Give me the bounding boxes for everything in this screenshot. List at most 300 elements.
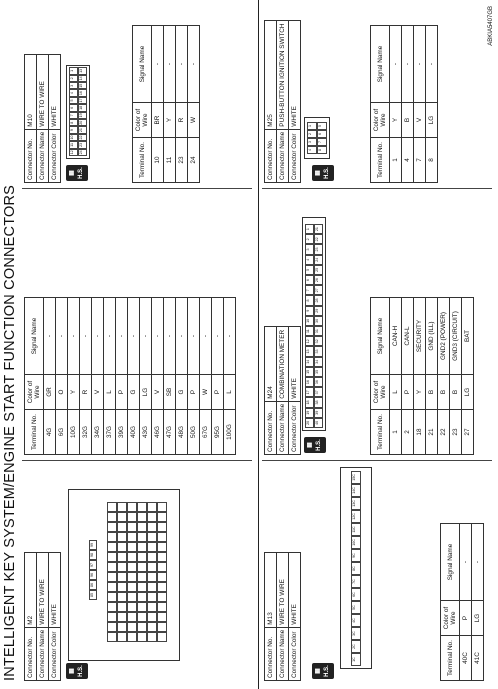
pin-cell: 2: [69, 75, 78, 82]
terminal-cell: 46G: [152, 410, 164, 455]
signal-cell: -: [80, 298, 92, 375]
wire-color-cell: P: [460, 601, 472, 636]
connector-no: M13: [265, 552, 277, 627]
column-header: Signal Name: [25, 298, 44, 375]
pin-cell: 22: [78, 134, 87, 141]
pin-slot: [147, 612, 157, 622]
pin-slot: [107, 612, 117, 622]
pin-cell: 13: [78, 67, 87, 74]
signal-cell: -: [152, 26, 164, 103]
signal-cell: -: [116, 298, 128, 375]
table-row: [414, 298, 426, 455]
column-header: Terminal No.: [371, 138, 390, 183]
wire-color-cell: R: [80, 375, 92, 410]
terminal-cell: 21: [426, 410, 438, 455]
pin-slot: [137, 622, 147, 632]
pin-cell: 7C: [351, 575, 361, 588]
pin-cell: 32: [314, 336, 323, 346]
pin-cell: 34: [314, 357, 323, 367]
connector-name: WIRE TO WIRE: [37, 552, 49, 627]
wire-color-cell: L: [390, 375, 402, 410]
pin-cell: 7: [317, 138, 327, 146]
pin-slot: [147, 502, 157, 512]
m2-connector-face: [68, 489, 180, 661]
pin-cell: 8: [305, 295, 314, 305]
pin-cell: 39: [314, 408, 323, 418]
connector-name: PUSH-BUTTON IGNITION SWITCH: [277, 21, 289, 129]
pin-slot: [107, 512, 117, 522]
pin-cell: 3: [305, 244, 314, 254]
terminal-cell: 67G: [200, 410, 212, 455]
pin-cell: 6C: [351, 588, 361, 601]
column-header: Color of Wire: [371, 103, 390, 138]
pin-slot: [127, 582, 137, 592]
pin-cell: 23: [314, 244, 323, 254]
pin-cell: 8C: [351, 562, 361, 575]
pin-cell: 5: [317, 122, 327, 130]
pin-cell: 2: [305, 234, 314, 244]
connector-color: WHITE: [289, 552, 301, 627]
info-key: Connector No.: [265, 129, 277, 182]
wire-color-cell: B: [402, 103, 414, 138]
signal-cell: -: [176, 298, 188, 375]
connector-name: WIRE TO WIRE: [277, 552, 289, 627]
pin-slot: [147, 622, 157, 632]
pin-cell: 28: [314, 295, 323, 305]
pin-slot: [157, 632, 167, 642]
info-key: Connector Color: [289, 401, 301, 454]
signal-cell: BAT: [462, 298, 474, 375]
connector-info-m2: [24, 552, 61, 681]
terminal-cell: 24: [188, 138, 200, 183]
info-key: Connector Name: [37, 129, 49, 182]
table-row: [152, 26, 164, 183]
figure-code: ABKIA5407GB: [488, 6, 494, 46]
table-row: [390, 298, 402, 455]
table-row: [472, 524, 484, 681]
connector-info-m10: [24, 54, 61, 183]
table-row: [164, 26, 176, 183]
wire-color-cell: P: [212, 375, 224, 410]
pin-cell: 4: [307, 146, 317, 154]
info-key: Connector Name: [277, 627, 289, 680]
pin-slot: [157, 532, 167, 542]
pin-cell: 20: [78, 119, 87, 126]
terminal-cell: 27: [462, 410, 474, 455]
pin-cell: 3C: [351, 627, 361, 640]
signal-cell: -: [426, 26, 438, 103]
pin-cell: 36: [314, 377, 323, 387]
pin-slot: [157, 582, 167, 592]
wire-color-cell: Y: [68, 375, 80, 410]
pin-cell: 11: [305, 326, 314, 336]
pin-cell: 14: [78, 75, 87, 82]
wire-color-cell: SB: [164, 375, 176, 410]
pin-slot: [147, 512, 157, 522]
pin-cell: 38: [314, 397, 323, 407]
column-header: Terminal No.: [25, 410, 44, 455]
info-key: Connector No.: [25, 129, 37, 182]
table-row: [176, 26, 188, 183]
connector-info-m24: [264, 326, 301, 455]
connector-no: M24: [265, 326, 277, 401]
wire-color-cell: Y: [414, 375, 426, 410]
pin-cell: 8: [317, 146, 327, 154]
pin-slot: [117, 592, 127, 602]
pin-slot: [157, 572, 167, 582]
pin-slot: [127, 612, 137, 622]
wire-color-cell: P: [188, 375, 200, 410]
pin-slot: [137, 552, 147, 562]
pin-cell: 29: [314, 306, 323, 316]
table-row: [188, 298, 200, 455]
terminal-cell: 23: [450, 410, 462, 455]
pin-cell: 19: [305, 408, 314, 418]
pin-slot: [147, 552, 157, 562]
pin-cell: 37: [314, 387, 323, 397]
pin-cell: 24: [78, 149, 87, 156]
terminal-cell: 1: [390, 410, 402, 455]
wire-color-cell: LG: [472, 601, 484, 636]
pin-table-m2: [24, 297, 236, 455]
signal-cell: -: [140, 298, 152, 375]
column-header: Color of Wire: [25, 375, 44, 410]
pin-cell: 7: [305, 285, 314, 295]
terminal-cell: 4: [402, 138, 414, 183]
signal-cell: CAN-H: [390, 298, 402, 375]
signal-cell: GND (ILL): [426, 298, 438, 375]
pin-cell: 26: [314, 275, 323, 285]
wire-color-cell: LG: [140, 375, 152, 410]
wire-color-cell: W: [188, 103, 200, 138]
pin-cell: 3: [307, 138, 317, 146]
m24-connector-face: [302, 217, 326, 431]
column-divider: [22, 188, 252, 189]
wire-color-cell: V: [414, 103, 426, 138]
hs-icon: ▦ H.S.: [304, 437, 326, 453]
pin-cell: 7: [69, 112, 78, 119]
wire-color-cell: G: [176, 375, 188, 410]
pin-slot: [127, 552, 137, 562]
pin-slot: [137, 532, 147, 542]
pin-table-m10: [132, 25, 200, 183]
pin-cell: 11C: [351, 523, 361, 536]
pin-slot: [147, 632, 157, 642]
terminal-cell: 34G: [92, 410, 104, 455]
signal-cell: -: [472, 524, 484, 601]
table-row: [104, 298, 116, 455]
pin-slot: [137, 512, 147, 522]
table-row: [402, 26, 414, 183]
connector-info-m13: [264, 552, 301, 681]
pin-slot: [157, 522, 167, 532]
pin-cell: 10: [69, 134, 78, 141]
pin-cell: 6: [317, 130, 327, 138]
pin-slot: [117, 632, 127, 642]
pin-cell: 9C: [351, 549, 361, 562]
table-row: [438, 298, 450, 455]
info-key: Connector Color: [49, 129, 61, 182]
connector-name: COMBINATION METER: [277, 326, 289, 401]
pin-slot: [107, 632, 117, 642]
pin-slot: [147, 602, 157, 612]
pin-slot: [107, 502, 117, 512]
pin-cell: 2C: [351, 640, 361, 653]
info-key: Connector Name: [277, 129, 289, 182]
signal-cell: SECURITY: [414, 298, 426, 375]
signal-cell: -: [176, 26, 188, 103]
column-header: Color of Wire: [441, 601, 460, 636]
pin-slot: [107, 572, 117, 582]
pin-slot: [127, 602, 137, 612]
pin-slot: [117, 572, 127, 582]
column-divider: [262, 460, 492, 461]
signal-cell: -: [188, 26, 200, 103]
pin-cell: 5: [305, 265, 314, 275]
pin-slot: [117, 542, 127, 552]
column-header: Terminal No.: [133, 138, 152, 183]
pin-cell: 33: [314, 346, 323, 356]
table-row: [176, 298, 188, 455]
section-divider: [258, 0, 259, 689]
signal-cell: CAN-L: [402, 298, 414, 375]
terminal-cell: 48G: [176, 410, 188, 455]
column-header: Signal Name: [371, 26, 390, 103]
signal-cell: -: [164, 298, 176, 375]
table-row: [450, 298, 462, 455]
pin-slot: [147, 542, 157, 552]
signal-cell: -: [212, 298, 224, 375]
pin-cell: 15: [78, 82, 87, 89]
hs-icon: ▦ H.S.: [66, 165, 88, 181]
terminal-cell: 23: [176, 138, 188, 183]
connector-color: WHITE: [289, 21, 301, 129]
pin-slot: [137, 612, 147, 622]
terminal-cell: 8: [426, 138, 438, 183]
pin-slot: [107, 582, 117, 592]
pin-slot: [117, 552, 127, 562]
pin-slot: [137, 562, 147, 572]
pin-cell: 14: [305, 357, 314, 367]
pin-slot: [117, 522, 127, 532]
pin-cell: 10C: [351, 536, 361, 549]
pin-slot: [107, 552, 117, 562]
pin-slot: [157, 592, 167, 602]
column-divider: [262, 188, 492, 189]
table-row: [152, 298, 164, 455]
pin-cell: 1: [307, 122, 317, 130]
m10-connector-face: [66, 65, 90, 159]
pin-slot: [117, 582, 127, 592]
pin-slot: [137, 572, 147, 582]
pin-cell: 3: [69, 82, 78, 89]
signal-cell: -: [128, 298, 140, 375]
pin-cell: 1C: [351, 653, 361, 666]
table-row: [426, 298, 438, 455]
pin-cell: 15: [305, 367, 314, 377]
pin-cell: 13C: [351, 497, 361, 510]
pin-cell: 11: [69, 141, 78, 148]
pin-table-m13: [440, 523, 484, 681]
pin-cell: 17: [78, 97, 87, 104]
hs-icon: ▦ H.S.: [312, 663, 334, 679]
pin-slot: [127, 542, 137, 552]
pin-slot: [157, 542, 167, 552]
pin-table-m25: [370, 25, 438, 183]
pin-cell: 4C: [351, 614, 361, 627]
pin-slot: [137, 592, 147, 602]
pin-cell: 21: [78, 126, 87, 133]
pin-cell: 12: [305, 336, 314, 346]
wire-color-cell: B: [426, 375, 438, 410]
connector-name: WIRE TO WIRE: [37, 54, 49, 129]
terminal-cell: 43G: [140, 410, 152, 455]
connector-no: M25: [265, 21, 277, 129]
wire-color-cell: LG: [426, 103, 438, 138]
column-header: Signal Name: [133, 26, 152, 103]
signal-cell: GND3 (CIRCUIT): [450, 298, 462, 375]
table-row: [56, 298, 68, 455]
terminal-cell: 50G: [188, 410, 200, 455]
pin-cell: 1: [305, 224, 314, 234]
pin-cell: 98: [89, 550, 97, 560]
pin-slot: [137, 582, 147, 592]
wire-color-cell: GR: [44, 375, 56, 410]
column-header: Terminal No.: [371, 410, 390, 455]
info-key: Connector Name: [37, 627, 49, 680]
table-row: [164, 298, 176, 455]
info-key: Connector No.: [265, 401, 277, 454]
table-row: [116, 298, 128, 455]
pin-cell: 12: [69, 149, 78, 156]
connector-no: M10: [25, 54, 37, 129]
pin-slot: [147, 572, 157, 582]
pin-cell: 23: [78, 141, 87, 148]
signal-cell: -: [164, 26, 176, 103]
terminal-cell: 1: [390, 138, 402, 183]
column-header: Color of Wire: [133, 103, 152, 138]
table-row: [224, 298, 236, 455]
pin-cell: 8: [69, 119, 78, 126]
pin-cell: 22: [314, 234, 323, 244]
info-key: Connector Color: [49, 627, 61, 680]
pin-cell: 4: [305, 255, 314, 265]
pin-cell: 25: [314, 265, 323, 275]
pin-cell: 2: [307, 130, 317, 138]
terminal-cell: 10: [152, 138, 164, 183]
signal-cell: -: [152, 298, 164, 375]
connector-color: WHITE: [49, 552, 61, 627]
terminal-cell: 41C: [472, 636, 484, 681]
terminal-cell: 40G: [128, 410, 140, 455]
terminal-cell: 7: [414, 138, 426, 183]
pin-slot: [117, 622, 127, 632]
signal-cell: -: [56, 298, 68, 375]
pin-slot: [157, 512, 167, 522]
hs-icon: ▦ H.S.: [66, 663, 88, 679]
wire-color-cell: LG: [462, 375, 474, 410]
table-row: [460, 524, 472, 681]
pin-cell: 1: [69, 67, 78, 74]
pin-slot: [127, 512, 137, 522]
pin-slot: [117, 512, 127, 522]
pin-slot: [107, 592, 117, 602]
info-key: Connector No.: [25, 627, 37, 680]
pin-slot: [117, 532, 127, 542]
pin-cell: 14C: [351, 484, 361, 497]
column-header: Terminal No.: [441, 636, 460, 681]
signal-cell: -: [188, 298, 200, 375]
pin-cell: 9: [69, 126, 78, 133]
table-row: [200, 298, 212, 455]
wire-color-cell: V: [152, 375, 164, 410]
pin-slot: [107, 602, 117, 612]
pin-cell: 30: [314, 316, 323, 326]
pin-slot: [137, 602, 147, 612]
pin-slot: [117, 602, 127, 612]
pin-slot: [127, 522, 137, 532]
pin-slot: [127, 562, 137, 572]
info-key: Connector Color: [289, 129, 301, 182]
pin-slot: [127, 502, 137, 512]
pin-cell: 21: [314, 224, 323, 234]
pin-slot: [147, 582, 157, 592]
pin-cell: 16: [305, 377, 314, 387]
terminal-cell: 47G: [164, 410, 176, 455]
terminal-cell: 39G: [116, 410, 128, 455]
pin-slot: [157, 502, 167, 512]
wire-color-cell: L: [104, 375, 116, 410]
pin-slot: [127, 622, 137, 632]
table-row: [188, 26, 200, 183]
terminal-cell: 11: [164, 138, 176, 183]
pin-slot: [147, 522, 157, 532]
wire-color-cell: R: [176, 103, 188, 138]
wire-color-cell: Y: [390, 103, 402, 138]
pin-slot: [137, 542, 147, 552]
terminal-cell: 18: [414, 410, 426, 455]
pin-cell: 18: [78, 104, 87, 111]
info-key: Connector Color: [289, 627, 301, 680]
terminal-cell: 6G: [56, 410, 68, 455]
pin-cell: 24: [314, 255, 323, 265]
pin-cell: 5C: [351, 601, 361, 614]
signal-cell: -: [44, 298, 56, 375]
wire-color-cell: O: [56, 375, 68, 410]
column-divider: [22, 460, 252, 461]
pin-cell: 4: [69, 89, 78, 96]
pin-cell: 16: [78, 89, 87, 96]
pin-cell: 96: [89, 570, 97, 580]
terminal-cell: 100G: [224, 410, 236, 455]
pin-slot: [157, 562, 167, 572]
pin-slot: [147, 592, 157, 602]
pin-slot: [157, 602, 167, 612]
table-row: [68, 298, 80, 455]
hs-icon: ▦ H.S.: [312, 165, 334, 181]
table-row: [414, 26, 426, 183]
signal-cell: GND2 (POWER): [438, 298, 450, 375]
pin-slot: [107, 542, 117, 552]
column-header: Signal Name: [371, 298, 390, 375]
pin-cell: 20: [305, 418, 314, 428]
table-row: [92, 298, 104, 455]
wire-color-cell: G: [128, 375, 140, 410]
column-header: Color of Wire: [371, 375, 390, 410]
pin-slot: [107, 522, 117, 532]
wire-color-cell: P: [116, 375, 128, 410]
pin-slot: [127, 592, 137, 602]
